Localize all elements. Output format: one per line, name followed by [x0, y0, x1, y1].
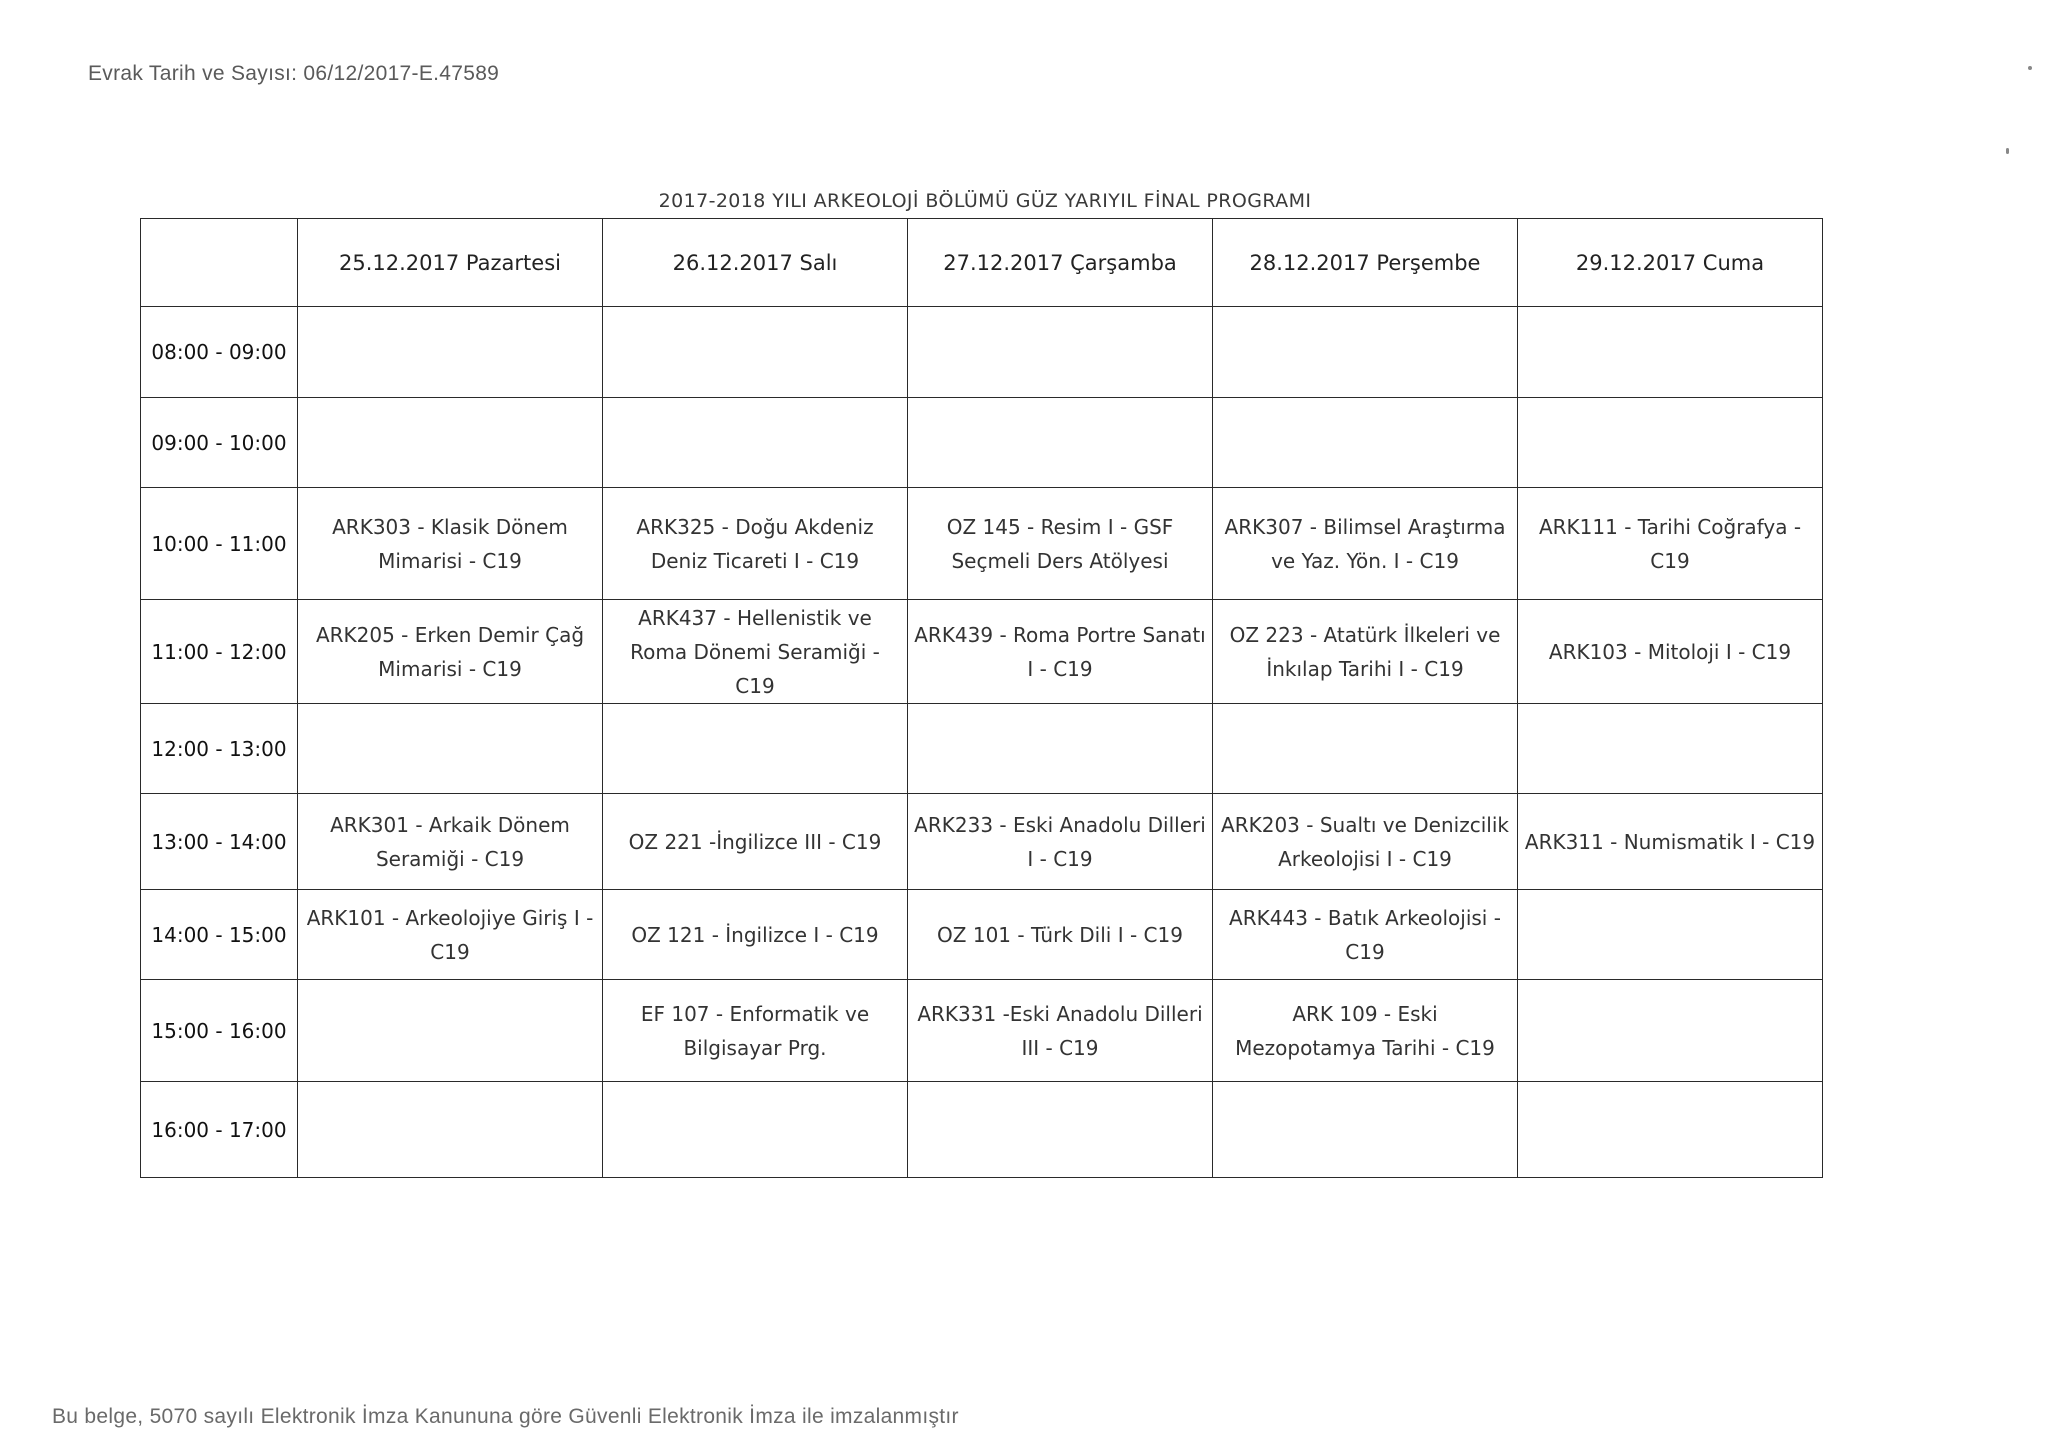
exam-cell [1518, 398, 1823, 488]
time-slot: 10:00 - 11:00 [141, 488, 298, 600]
time-slot: 16:00 - 17:00 [141, 1082, 298, 1178]
exam-cell: ARK103 - Mitoloji I - C19 [1518, 600, 1823, 704]
table-row [141, 398, 1823, 488]
table-header-row [141, 219, 1823, 307]
exam-cell: ARK439 - Roma Portre Sanatı I - C19 [908, 600, 1213, 704]
exam-cell [908, 398, 1213, 488]
time-slot: 11:00 - 12:00 [141, 600, 298, 704]
scan-speck [2028, 66, 2032, 70]
table-row [141, 890, 1823, 980]
table-row [141, 488, 1823, 600]
time-slot: 09:00 - 10:00 [141, 398, 298, 488]
exam-cell: ARK331 -Eski Anadolu Dilleri III - C19 [908, 980, 1213, 1082]
exam-cell: ARK 109 - Eski Mezopotamya Tarihi - C19 [1213, 980, 1518, 1082]
exam-cell: ARK443 - Batık Arkeolojisi - C19 [1213, 890, 1518, 980]
exam-cell [1213, 1082, 1518, 1178]
exam-cell [298, 307, 603, 398]
exam-cell [1518, 307, 1823, 398]
exam-cell: ARK325 - Doğu Akdeniz Deniz Ticareti I - C19 [603, 488, 908, 600]
time-slot: 08:00 - 09:00 [141, 307, 298, 398]
corner-cell [141, 219, 298, 307]
day-header: 27.12.2017 Çarşamba [908, 219, 1213, 307]
exam-cell [1213, 307, 1518, 398]
exam-cell [1518, 890, 1823, 980]
exam-cell: ARK101 - Arkeolojiye Giriş I - C19 [298, 890, 603, 980]
day-header: 25.12.2017 Pazartesi [298, 219, 603, 307]
page-title: 2017-2018 YILI ARKEOLOJİ BÖLÜMÜ GÜZ YARIYIL FİNAL PROGRAMI [658, 190, 1312, 212]
table-row [141, 1082, 1823, 1178]
day-header: 26.12.2017 Salı [603, 219, 908, 307]
document-reference: Evrak Tarih ve Sayısı: 06/12/2017-E.47589 [88, 62, 500, 85]
exam-cell [298, 1082, 603, 1178]
exam-cell [908, 704, 1213, 794]
exam-cell: OZ 101 - Türk Dili I - C19 [908, 890, 1213, 980]
table-row [141, 794, 1823, 890]
exam-cell: ARK205 - Erken Demir Çağ Mimarisi - C19 [298, 600, 603, 704]
table-row [141, 600, 1823, 704]
exam-cell [1518, 980, 1823, 1082]
exam-cell [1213, 398, 1518, 488]
time-slot: 13:00 - 14:00 [141, 794, 298, 890]
exam-cell: ARK111 - Tarihi Coğrafya - C19 [1518, 488, 1823, 600]
exam-cell [298, 980, 603, 1082]
day-header: 28.12.2017 Perşembe [1213, 219, 1518, 307]
exam-cell: ARK311 - Numismatik I - C19 [1518, 794, 1823, 890]
exam-cell: OZ 145 - Resim I - GSF Seçmeli Ders Atölyesi [908, 488, 1213, 600]
table-row [141, 980, 1823, 1082]
exam-cell [298, 704, 603, 794]
exam-cell: ARK307 - Bilimsel Araştırma ve Yaz. Yön. I - C19 [1213, 488, 1518, 600]
day-header: 29.12.2017 Cuma [1518, 219, 1823, 307]
exam-cell: OZ 223 - Atatürk İlkeleri ve İnkılap Tarihi I - C19 [1213, 600, 1518, 704]
exam-cell [603, 1082, 908, 1178]
exam-cell [908, 307, 1213, 398]
scan-speck [2006, 148, 2009, 154]
table-row [141, 307, 1823, 398]
exam-cell [603, 307, 908, 398]
exam-cell [603, 704, 908, 794]
exam-cell: EF 107 - Enformatik ve Bilgisayar Prg. [603, 980, 908, 1082]
exam-cell: ARK303 - Klasik Dönem Mimarisi - C19 [298, 488, 603, 600]
exam-cell: ARK233 - Eski Anadolu Dilleri I - C19 [908, 794, 1213, 890]
exam-cell: ARK437 - Hellenistik ve Roma Dönemi Seramiği - C19 [603, 600, 908, 704]
time-slot: 14:00 - 15:00 [141, 890, 298, 980]
exam-cell [1518, 704, 1823, 794]
exam-cell [1518, 1082, 1823, 1178]
table-row [141, 704, 1823, 794]
exam-cell: OZ 121 - İngilizce I - C19 [603, 890, 908, 980]
exam-cell: OZ 221 -İngilizce III - C19 [603, 794, 908, 890]
time-slot: 15:00 - 16:00 [141, 980, 298, 1082]
exam-cell: ARK203 - Sualtı ve Denizcilik Arkeolojisi I - C19 [1213, 794, 1518, 890]
exam-cell [908, 1082, 1213, 1178]
exam-cell [603, 398, 908, 488]
exam-cell [298, 398, 603, 488]
exam-cell [1213, 704, 1518, 794]
exam-schedule-table [140, 218, 1823, 1178]
time-slot: 12:00 - 13:00 [141, 704, 298, 794]
exam-cell: ARK301 - Arkaik Dönem Seramiği - C19 [298, 794, 603, 890]
e-signature-notice: Bu belge, 5070 sayılı Elektronik İmza Kanununa göre Güvenli Elektronik İmza ile imzalanmıştır [52, 1405, 959, 1428]
